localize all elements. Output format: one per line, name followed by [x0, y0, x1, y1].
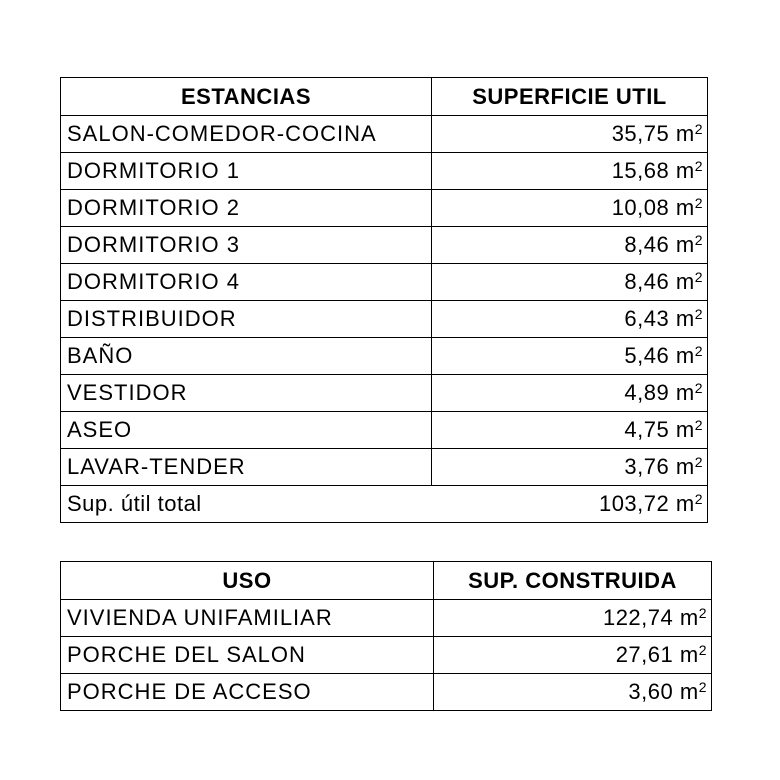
table-row: [61, 116, 708, 153]
row-value: 6,43 $m^2$: [432, 301, 708, 338]
table-header-row: [61, 78, 708, 116]
table-row: [61, 449, 708, 486]
row-value: 27,61 $m^2$: [434, 637, 712, 674]
row-value: 3,76 $m^2$: [432, 449, 708, 486]
header-sup-construida: SUP. CONSTRUIDA: [434, 562, 712, 600]
row-value: 15,68 $m^2$: [432, 153, 708, 190]
row-name: ASEO: [61, 412, 432, 449]
row-value: 8,46 $m^2$: [432, 227, 708, 264]
row-name: VESTIDOR: [61, 375, 432, 412]
row-value: 35,75 $m^2$: [432, 116, 708, 153]
table-header-row: [61, 562, 712, 600]
total-label: Sup. útil total: [61, 486, 432, 523]
row-name: LAVAR-TENDER: [61, 449, 432, 486]
row-name: DORMITORIO 4: [61, 264, 432, 301]
row-value: 3,60 $m^2$: [434, 674, 712, 711]
table-row: [61, 301, 708, 338]
table-row: [61, 375, 708, 412]
header-estancias: ESTANCIAS: [61, 78, 432, 116]
table-row: [61, 600, 712, 637]
table-row: [61, 190, 708, 227]
row-name: DORMITORIO 1: [61, 153, 432, 190]
row-name: DORMITORIO 3: [61, 227, 432, 264]
table-row: [61, 412, 708, 449]
row-value: 122,74 $m^2$: [434, 600, 712, 637]
row-value: 8,46 $m^2$: [432, 264, 708, 301]
row-name: VIVIENDA UNIFAMILIAR: [61, 600, 434, 637]
table-row: [61, 674, 712, 711]
table-row: [61, 264, 708, 301]
row-value: 4,75 $m^2$: [432, 412, 708, 449]
row-value: 5,46 $m^2$: [432, 338, 708, 375]
row-name: PORCHE DE ACCESO: [61, 674, 434, 711]
total-row: [61, 486, 708, 523]
row-value: 10,08 $m^2$: [432, 190, 708, 227]
header-superficie-util: SUPERFICIE UTIL: [432, 78, 708, 116]
estancias-table: [60, 77, 708, 523]
table-row: [61, 153, 708, 190]
uso-table: [60, 561, 712, 711]
header-uso: USO: [61, 562, 434, 600]
row-name: BAÑO: [61, 338, 432, 375]
table-row: [61, 338, 708, 375]
row-name: PORCHE DEL SALON: [61, 637, 434, 674]
total-value: 103,72 $m^2$: [432, 486, 708, 523]
table-row: [61, 637, 712, 674]
row-name: DISTRIBUIDOR: [61, 301, 432, 338]
table-row: [61, 227, 708, 264]
row-name: SALON-COMEDOR-COCINA: [61, 116, 432, 153]
row-name: DORMITORIO 2: [61, 190, 432, 227]
row-value: 4,89 $m^2$: [432, 375, 708, 412]
